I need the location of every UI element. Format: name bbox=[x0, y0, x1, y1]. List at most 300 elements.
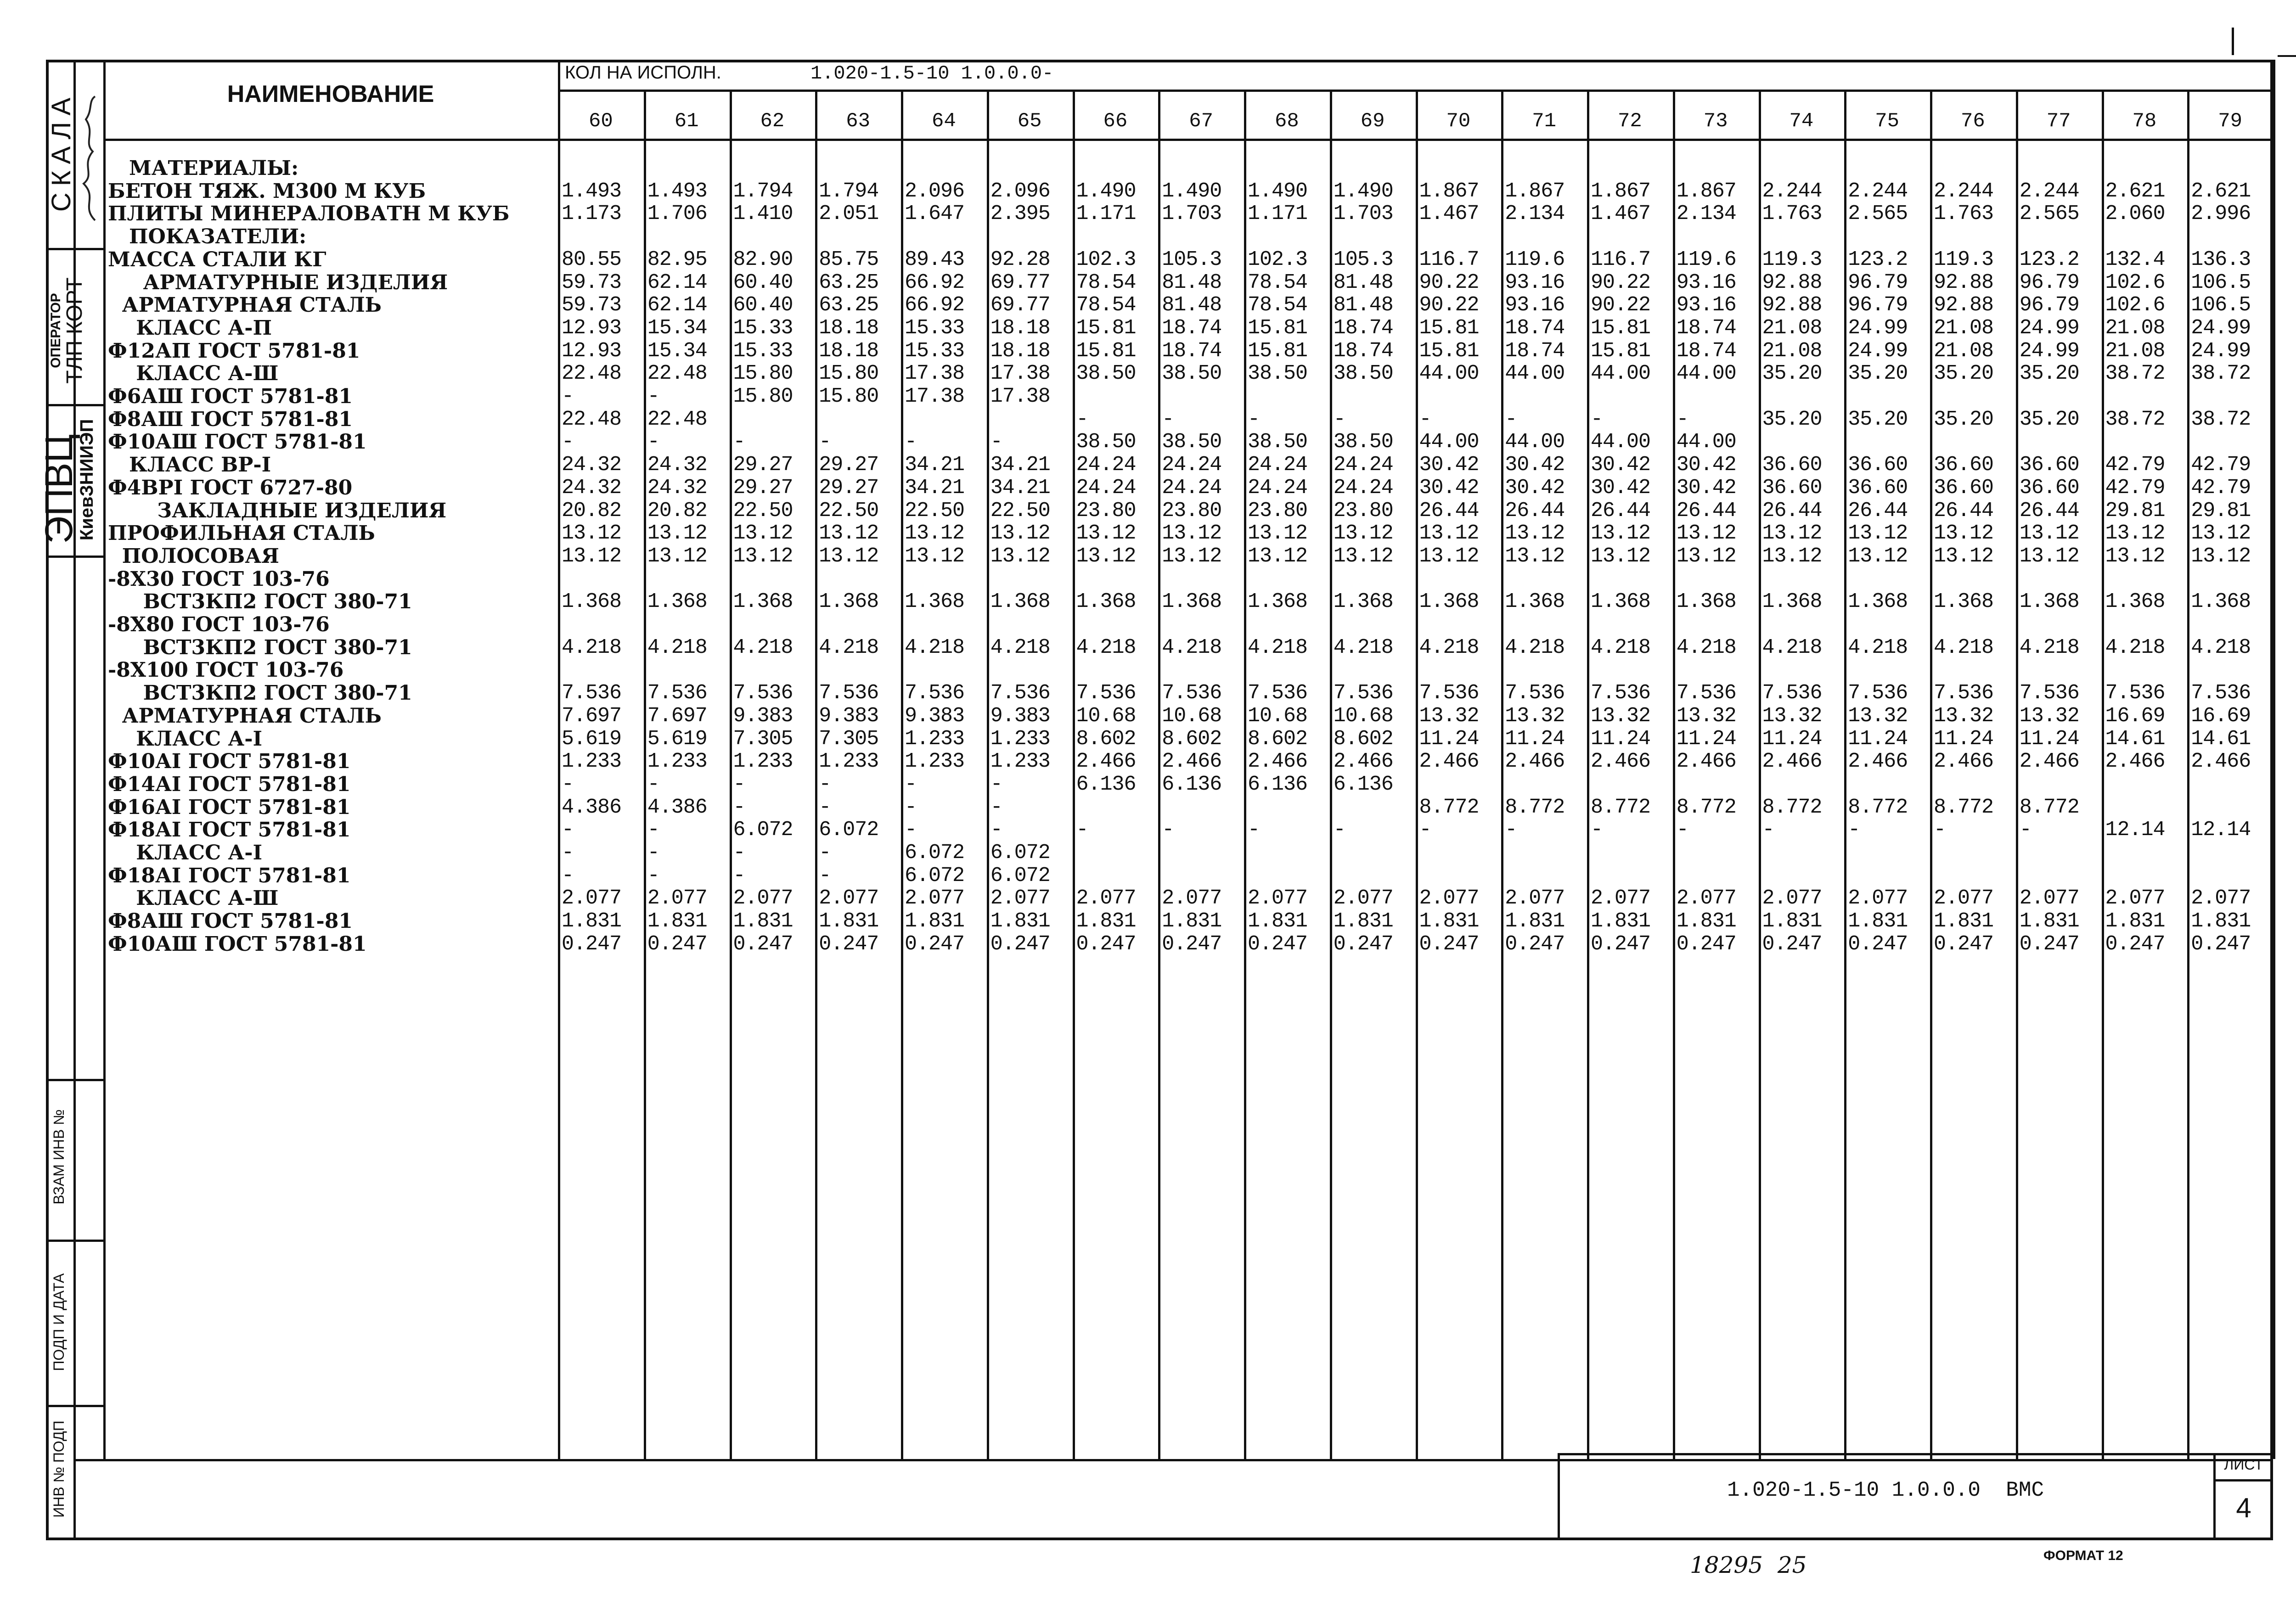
table-cell: 2.077 bbox=[733, 887, 793, 910]
column-header-61: 61 bbox=[674, 110, 699, 133]
strip-sep-5 bbox=[46, 1240, 103, 1242]
table-cell: 1.368 bbox=[905, 590, 965, 614]
table-cell: 93.16 bbox=[1676, 271, 1736, 294]
row-name: Ф10АШ ГОСТ 5781-81 bbox=[108, 430, 367, 454]
table-cell: 7.536 bbox=[2105, 682, 2165, 705]
table-cell: 4.218 bbox=[1591, 636, 1651, 659]
row-name: Ф4ВРI ГОСТ 6727-80 bbox=[108, 476, 353, 499]
table-cell: 26.44 bbox=[1591, 499, 1651, 522]
table-cell: 21.08 bbox=[1762, 316, 1822, 340]
table-cell: - bbox=[905, 819, 917, 842]
table-cell: 16.69 bbox=[2105, 704, 2165, 728]
table-cell: 13.12 bbox=[1934, 522, 1994, 545]
table-cell: 1.233 bbox=[990, 750, 1050, 774]
table-cell: - bbox=[1076, 819, 1088, 842]
table-cell: 21.08 bbox=[1934, 316, 1994, 340]
table-cell: 13.12 bbox=[562, 522, 622, 545]
table-cell: 1.794 bbox=[733, 180, 793, 203]
column-header-77: 77 bbox=[2046, 110, 2071, 133]
table-cell: 15.81 bbox=[1591, 316, 1651, 340]
table-cell: 0.247 bbox=[1762, 932, 1822, 956]
table-cell: 13.12 bbox=[1333, 522, 1393, 545]
table-cell: 1.831 bbox=[1505, 910, 1565, 933]
table-cell: 24.99 bbox=[2019, 316, 2079, 340]
table-cell: 30.42 bbox=[1419, 454, 1479, 477]
table-cell: 24.99 bbox=[1848, 339, 1908, 363]
table-cell: 24.24 bbox=[1076, 454, 1136, 477]
table-cell: 18.18 bbox=[819, 339, 879, 363]
row-name: ПРОФИЛЬНАЯ СТАЛЬ bbox=[108, 522, 375, 545]
table-cell: 2.466 bbox=[1934, 750, 1994, 774]
table-cell: 4.218 bbox=[1676, 636, 1736, 659]
table-cell: 1.831 bbox=[733, 910, 793, 933]
table-cell: 1.467 bbox=[1591, 202, 1651, 226]
table-cell: 2.077 bbox=[1591, 887, 1651, 910]
table-cell: 29.27 bbox=[733, 476, 793, 499]
table-cell: 2.077 bbox=[1505, 887, 1565, 910]
table-cell: 82.95 bbox=[647, 248, 707, 271]
table-cell: 13.12 bbox=[1419, 544, 1479, 568]
table-cell: 1.794 bbox=[819, 180, 879, 203]
column-header-78: 78 bbox=[2132, 110, 2157, 133]
table-cell: 4.218 bbox=[1419, 636, 1479, 659]
table-cell: 1.763 bbox=[1934, 202, 1994, 226]
table-cell: 4.218 bbox=[905, 636, 965, 659]
table-cell: - bbox=[562, 819, 574, 842]
table-cell: 6.136 bbox=[1248, 773, 1308, 796]
table-cell: 30.42 bbox=[1676, 476, 1736, 499]
table-cell: 1.831 bbox=[1419, 910, 1479, 933]
strip-sep-4 bbox=[46, 1079, 103, 1081]
table-cell: 7.697 bbox=[647, 704, 707, 728]
table-cell: 96.79 bbox=[2019, 271, 2079, 294]
table-cell: 1.706 bbox=[647, 202, 707, 226]
table-cell: 1.467 bbox=[1419, 202, 1479, 226]
table-cell: - bbox=[733, 431, 745, 454]
table-cell: 13.12 bbox=[2019, 522, 2079, 545]
table-cell: 44.00 bbox=[1419, 431, 1479, 454]
table-cell: 1.368 bbox=[1419, 590, 1479, 614]
table-cell: 26.44 bbox=[1419, 499, 1479, 522]
row-name: Ф10АI ГОСТ 5781-81 bbox=[108, 750, 351, 774]
table-cell: 35.20 bbox=[2019, 362, 2079, 386]
table-cell: 12.14 bbox=[2191, 819, 2251, 842]
table-cell: 1.368 bbox=[2019, 590, 2079, 614]
table-cell: 15.34 bbox=[647, 316, 707, 340]
table-cell: 1.490 bbox=[1333, 180, 1393, 203]
table-cell: 42.79 bbox=[2191, 454, 2251, 477]
row-name: КЛАСС А-I bbox=[108, 841, 263, 864]
table-cell: 11.24 bbox=[1419, 727, 1479, 751]
table-cell: 102.6 bbox=[2105, 294, 2165, 317]
table-cell: 24.99 bbox=[2191, 316, 2251, 340]
table-cell: 2.051 bbox=[819, 202, 879, 226]
table-cell: 85.75 bbox=[819, 248, 879, 271]
table-cell: 102.3 bbox=[1076, 248, 1136, 271]
table-cell: 22.48 bbox=[647, 362, 707, 386]
table-cell: - bbox=[733, 773, 745, 796]
table-cell: 10.68 bbox=[1076, 704, 1136, 728]
table-cell: 2.244 bbox=[2019, 180, 2079, 203]
table-cell: 24.24 bbox=[1162, 454, 1222, 477]
table-cell: 1.831 bbox=[1934, 910, 1994, 933]
table-cell: 7.536 bbox=[647, 682, 707, 705]
table-cell: 15.80 bbox=[733, 362, 793, 386]
table-cell: 5.619 bbox=[562, 727, 622, 751]
table-cell: 21.08 bbox=[2105, 316, 2165, 340]
table-cell: - bbox=[1848, 819, 1860, 842]
table-cell: - bbox=[1505, 819, 1517, 842]
table-cell: 26.44 bbox=[1676, 499, 1736, 522]
column-header-74: 74 bbox=[1789, 110, 1814, 133]
table-cell: 18.18 bbox=[819, 316, 879, 340]
table-cell: 13.12 bbox=[1162, 544, 1222, 568]
table-cell: 24.32 bbox=[647, 476, 707, 499]
row-name: Ф8АШ ГОСТ 5781-81 bbox=[108, 407, 353, 431]
table-cell: 15.81 bbox=[1076, 339, 1136, 363]
table-cell: 1.831 bbox=[2105, 910, 2165, 933]
column-header-71: 71 bbox=[1532, 110, 1557, 133]
table-cell: 34.21 bbox=[990, 454, 1050, 477]
table-cell: 10.68 bbox=[1162, 704, 1222, 728]
table-cell: 1.233 bbox=[819, 750, 879, 774]
table-cell: 7.536 bbox=[1162, 682, 1222, 705]
table-cell: 22.48 bbox=[647, 408, 707, 431]
table-cell: - bbox=[1934, 819, 1946, 842]
table-cell: 13.12 bbox=[2019, 544, 2079, 568]
table-cell: 1.831 bbox=[2019, 910, 2079, 933]
table-cell: 8.772 bbox=[1591, 796, 1651, 819]
table-cell: 15.80 bbox=[733, 385, 793, 408]
table-cell: 11.24 bbox=[1848, 727, 1908, 751]
table-cell: 2.466 bbox=[1505, 750, 1565, 774]
table-cell: 36.60 bbox=[1848, 454, 1908, 477]
corner-mark-h bbox=[2278, 55, 2296, 57]
table-cell: 4.218 bbox=[1333, 636, 1393, 659]
table-cell: 13.32 bbox=[1934, 704, 1994, 728]
table-cell: - bbox=[990, 773, 1002, 796]
table-cell: 93.16 bbox=[1505, 294, 1565, 317]
table-cell: 7.536 bbox=[2191, 682, 2251, 705]
table-cell: - bbox=[990, 431, 1002, 454]
table-cell: 13.32 bbox=[1762, 704, 1822, 728]
table-cell: - bbox=[819, 796, 831, 819]
table-cell: 13.32 bbox=[1419, 704, 1479, 728]
table-cell: 8.602 bbox=[1333, 727, 1393, 751]
table-cell: 1.171 bbox=[1248, 202, 1308, 226]
table-cell: 15.81 bbox=[1419, 316, 1479, 340]
table-cell: 38.50 bbox=[1333, 431, 1393, 454]
table-cell: 34.21 bbox=[905, 454, 965, 477]
table-cell: 15.33 bbox=[733, 316, 793, 340]
column-header-63: 63 bbox=[846, 110, 871, 133]
table-cell: 22.50 bbox=[819, 499, 879, 522]
table-cell: 13.12 bbox=[1762, 544, 1822, 568]
table-cell: 2.077 bbox=[905, 887, 965, 910]
table-cell: 7.536 bbox=[1934, 682, 1994, 705]
table-cell: 2.466 bbox=[2191, 750, 2251, 774]
table-cell: 2.077 bbox=[819, 887, 879, 910]
table-cell: 21.08 bbox=[1762, 339, 1822, 363]
table-cell: 116.7 bbox=[1591, 248, 1651, 271]
table-cell: 15.80 bbox=[819, 362, 879, 386]
table-cell: 26.44 bbox=[1505, 499, 1565, 522]
table-cell: 1.368 bbox=[1591, 590, 1651, 614]
table-cell: 34.21 bbox=[905, 476, 965, 499]
row-name: Ф12АП ГОСТ 5781-81 bbox=[108, 339, 360, 363]
table-cell: 0.247 bbox=[1934, 932, 1994, 956]
table-cell: - bbox=[562, 773, 574, 796]
table-cell: 0.247 bbox=[1248, 932, 1308, 956]
table-cell: 44.00 bbox=[1676, 362, 1736, 386]
table-cell: 63.25 bbox=[819, 271, 879, 294]
table-cell: 0.247 bbox=[2191, 932, 2251, 956]
table-cell: 9.383 bbox=[733, 704, 793, 728]
table-cell: 2.134 bbox=[1505, 202, 1565, 226]
table-cell: 35.20 bbox=[1934, 408, 1994, 431]
table-cell: 38.50 bbox=[1162, 431, 1222, 454]
table-cell: 2.077 bbox=[1076, 887, 1136, 910]
table-cell: - bbox=[733, 796, 745, 819]
table-cell: 7.697 bbox=[562, 704, 622, 728]
table-cell: 105.3 bbox=[1333, 248, 1393, 271]
strip-inv: ИНВ № ПОДП bbox=[51, 1420, 67, 1518]
table-cell: 4.218 bbox=[1934, 636, 1994, 659]
table-cell: 123.2 bbox=[2019, 248, 2079, 271]
table-cell: - bbox=[562, 385, 574, 408]
table-cell: 8.772 bbox=[2019, 796, 2079, 819]
table-cell: 2.077 bbox=[562, 887, 622, 910]
table-cell: 93.16 bbox=[1505, 271, 1565, 294]
table-cell: 8.602 bbox=[1162, 727, 1222, 751]
row-name: АРМАТУРНАЯ СТАЛЬ bbox=[108, 293, 382, 317]
table-cell: 0.247 bbox=[1848, 932, 1908, 956]
table-cell: 96.79 bbox=[1848, 294, 1908, 317]
table-cell: 6.072 bbox=[905, 864, 965, 887]
table-cell: 13.12 bbox=[1676, 544, 1736, 568]
table-cell: 2.466 bbox=[2105, 750, 2165, 774]
table-cell: 69.77 bbox=[990, 294, 1050, 317]
table-cell: 21.08 bbox=[2105, 339, 2165, 363]
table-cell: - bbox=[990, 796, 1002, 819]
table-cell: 4.218 bbox=[2019, 636, 2079, 659]
table-cell: 22.50 bbox=[990, 499, 1050, 522]
row-name: ВСТ3КП2 ГОСТ 380-71 bbox=[108, 681, 412, 705]
table-cell: 12.93 bbox=[562, 339, 622, 363]
column-header-72: 72 bbox=[1617, 110, 1642, 133]
table-cell: 6.072 bbox=[733, 819, 793, 842]
table-cell: 13.12 bbox=[562, 544, 622, 568]
table-cell: 13.12 bbox=[990, 544, 1050, 568]
table-cell: 1.233 bbox=[733, 750, 793, 774]
table-cell: 2.096 bbox=[905, 180, 965, 203]
table-cell: 1.368 bbox=[733, 590, 793, 614]
table-cell: 2.077 bbox=[1333, 887, 1393, 910]
table-cell: - bbox=[1591, 819, 1603, 842]
table-cell: 7.536 bbox=[733, 682, 793, 705]
table-cell: 7.536 bbox=[1419, 682, 1479, 705]
table-cell: 24.99 bbox=[1848, 316, 1908, 340]
table-cell: 38.50 bbox=[1076, 362, 1136, 386]
table-cell: 13.12 bbox=[2191, 522, 2251, 545]
table-cell: 2.621 bbox=[2105, 180, 2165, 203]
table-cell: 102.6 bbox=[2105, 271, 2165, 294]
table-cell: 24.99 bbox=[2019, 339, 2079, 363]
table-cell: 1.368 bbox=[2191, 590, 2251, 614]
column-header-62: 62 bbox=[760, 110, 785, 133]
table-cell: 20.82 bbox=[647, 499, 707, 522]
table-cell: 8.772 bbox=[1848, 796, 1908, 819]
table-cell: 1.368 bbox=[1762, 590, 1822, 614]
table-cell: 116.7 bbox=[1419, 248, 1479, 271]
table-cell: 1.368 bbox=[1248, 590, 1308, 614]
table-cell: 29.27 bbox=[819, 476, 879, 499]
table-cell: - bbox=[1248, 408, 1260, 431]
table-cell: 1.368 bbox=[1934, 590, 1994, 614]
row-name: КЛАСС А-П bbox=[108, 316, 272, 340]
table-cell: 1.233 bbox=[990, 727, 1050, 751]
table-cell: 12.93 bbox=[562, 316, 622, 340]
table-cell: - bbox=[647, 819, 659, 842]
table-cell: 15.81 bbox=[1248, 316, 1308, 340]
strip-kiev: КиевЗНИИЭП bbox=[77, 419, 97, 541]
table-cell: 1.831 bbox=[990, 910, 1050, 933]
table-cell: 44.00 bbox=[1676, 431, 1736, 454]
table-cell: 7.536 bbox=[2019, 682, 2079, 705]
table-cell: - bbox=[1762, 819, 1774, 842]
table-cell: 13.12 bbox=[2191, 544, 2251, 568]
column-header-67: 67 bbox=[1189, 110, 1214, 133]
table-cell: 11.24 bbox=[1676, 727, 1736, 751]
row-name: -8Х100 ГОСТ 103-76 bbox=[108, 658, 344, 682]
table-cell: 7.536 bbox=[990, 682, 1050, 705]
stamp-list-number: 4 bbox=[2236, 1493, 2251, 1523]
table-cell: 6.072 bbox=[905, 842, 965, 864]
table-cell: 1.233 bbox=[562, 750, 622, 774]
table-cell: 1.831 bbox=[1676, 910, 1736, 933]
table-cell: 15.33 bbox=[905, 316, 965, 340]
table-cell: 1.831 bbox=[1248, 910, 1308, 933]
table-cell: 93.16 bbox=[1676, 294, 1736, 317]
table-cell: 4.218 bbox=[990, 636, 1050, 659]
table-cell: - bbox=[733, 864, 745, 887]
table-cell: 13.12 bbox=[819, 522, 879, 545]
table-cell: 1.368 bbox=[1076, 590, 1136, 614]
table-cell: - bbox=[1076, 408, 1088, 431]
table-cell: 13.12 bbox=[1076, 544, 1136, 568]
row-name: ВСТ3КП2 ГОСТ 380-71 bbox=[108, 635, 412, 659]
table-cell: 4.218 bbox=[1248, 636, 1308, 659]
table-cell: 1.368 bbox=[562, 590, 622, 614]
table-cell: 78.54 bbox=[1076, 294, 1136, 317]
table-cell: 2.466 bbox=[1676, 750, 1736, 774]
table-cell: 6.136 bbox=[1076, 773, 1136, 796]
table-cell: 1.368 bbox=[2105, 590, 2165, 614]
table-cell: 1.831 bbox=[1076, 910, 1136, 933]
table-cell: 11.24 bbox=[1591, 727, 1651, 751]
table-cell: 2.077 bbox=[647, 887, 707, 910]
table-cell: 8.772 bbox=[1505, 796, 1565, 819]
table-cell: 4.218 bbox=[1162, 636, 1222, 659]
table-cell: - bbox=[1162, 408, 1174, 431]
table-cell: 13.12 bbox=[1591, 544, 1651, 568]
table-cell: 8.772 bbox=[1934, 796, 1994, 819]
table-cell: 4.386 bbox=[647, 796, 707, 819]
table-cell: 15.81 bbox=[1419, 339, 1479, 363]
row-name: Ф10АШ ГОСТ 5781-81 bbox=[108, 932, 367, 956]
table-cell: 1.171 bbox=[1076, 202, 1136, 226]
table-cell: 2.395 bbox=[990, 202, 1050, 226]
table-cell: 2.077 bbox=[2019, 887, 2079, 910]
table-cell: 44.00 bbox=[1505, 431, 1565, 454]
table-cell: 90.22 bbox=[1591, 271, 1651, 294]
table-cell: - bbox=[819, 431, 831, 454]
table-cell: 9.383 bbox=[819, 704, 879, 728]
table-cell: 1.490 bbox=[1076, 180, 1136, 203]
table-cell: - bbox=[905, 773, 917, 796]
table-cell: 90.22 bbox=[1419, 271, 1479, 294]
table-cell: 106.5 bbox=[2191, 271, 2251, 294]
table-cell: 34.21 bbox=[990, 476, 1050, 499]
table-cell: 1.368 bbox=[1333, 590, 1393, 614]
table-cell: 15.81 bbox=[1248, 339, 1308, 363]
table-cell: 13.12 bbox=[1848, 544, 1908, 568]
table-cell: 59.73 bbox=[562, 294, 622, 317]
column-header-70: 70 bbox=[1446, 110, 1471, 133]
name-col-divider bbox=[103, 60, 106, 1460]
table-cell: 2.077 bbox=[2105, 887, 2165, 910]
table-cell: 23.80 bbox=[1248, 499, 1308, 522]
table-cell: 6.136 bbox=[1333, 773, 1393, 796]
table-cell: 102.3 bbox=[1248, 248, 1308, 271]
table-cell: 1.410 bbox=[733, 202, 793, 226]
row-name: МАТЕРИАЛЫ: bbox=[108, 157, 299, 180]
table-cell: 92.28 bbox=[990, 248, 1050, 271]
row-name: АРМАТУРНЫЕ ИЗДЕЛИЯ bbox=[108, 270, 448, 294]
table-cell: 1.233 bbox=[905, 750, 965, 774]
row-name: Ф14АI ГОСТ 5781-81 bbox=[108, 772, 351, 796]
table-cell: 9.383 bbox=[905, 704, 965, 728]
table-cell: 1.831 bbox=[647, 910, 707, 933]
table-cell: - bbox=[2019, 819, 2032, 842]
table-cell: 29.27 bbox=[733, 454, 793, 477]
strip-operator: ОПЕРАТОР bbox=[48, 293, 63, 368]
table-cell: - bbox=[562, 842, 574, 864]
table-cell: 60.40 bbox=[733, 271, 793, 294]
table-cell: 17.38 bbox=[990, 362, 1050, 386]
table-cell: 2.466 bbox=[1419, 750, 1479, 774]
row-name: ЗАКЛАДНЫЕ ИЗДЕЛИЯ bbox=[108, 499, 447, 522]
table-cell: 1.831 bbox=[1162, 910, 1222, 933]
table-cell: 13.12 bbox=[733, 544, 793, 568]
table-cell: 7.536 bbox=[1333, 682, 1393, 705]
table-cell: 8.772 bbox=[1419, 796, 1479, 819]
table-cell: 80.55 bbox=[562, 248, 622, 271]
table-cell: 44.00 bbox=[1419, 362, 1479, 386]
table-cell: 119.3 bbox=[1762, 248, 1822, 271]
table-cell: 1.831 bbox=[1762, 910, 1822, 933]
table-cell: 24.32 bbox=[562, 454, 622, 477]
table-cell: 1.703 bbox=[1333, 202, 1393, 226]
table-cell: 1.368 bbox=[819, 590, 879, 614]
table-cell: 7.536 bbox=[1076, 682, 1136, 705]
table-cell: 4.386 bbox=[562, 796, 622, 819]
table-cell: 17.38 bbox=[905, 385, 965, 408]
table-cell: 2.466 bbox=[1762, 750, 1822, 774]
table-cell: 13.12 bbox=[1162, 522, 1222, 545]
column-header-79: 79 bbox=[2218, 110, 2243, 133]
row-name: -8Х30 ГОСТ 103-76 bbox=[108, 567, 330, 591]
